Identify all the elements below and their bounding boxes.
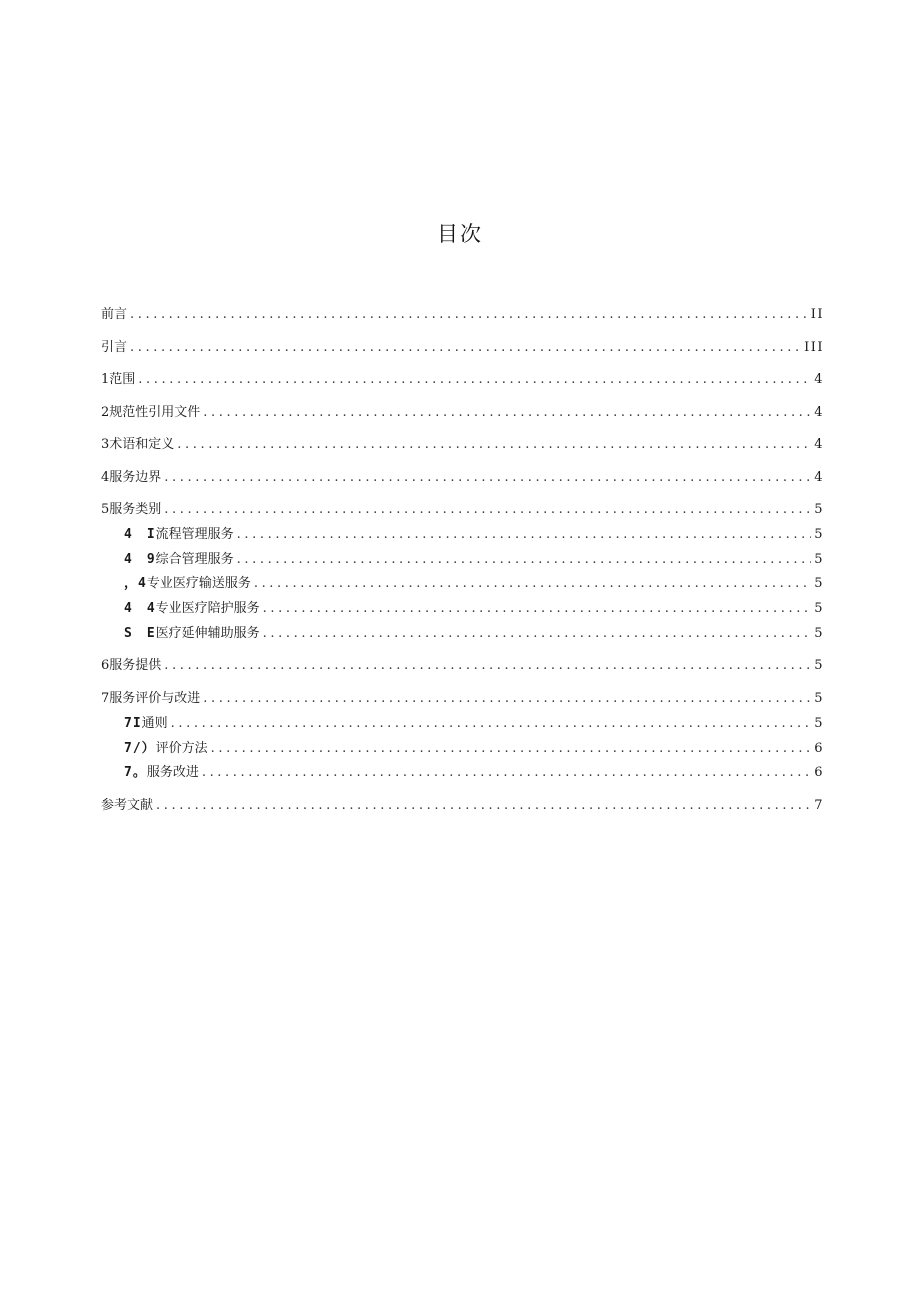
toc-page-number: II (810, 307, 824, 322)
toc-entry-title: 服务边界 (109, 469, 162, 485)
toc-leader-dots (130, 306, 808, 324)
toc-entry-number: S E (124, 625, 156, 641)
toc-subentry-integrated-management[interactable] (101, 551, 824, 569)
toc-page-number: 5 (814, 502, 824, 517)
toc-entry-number: 5 (101, 502, 110, 517)
toc-entry-title: 综合管理服务 (155, 551, 234, 567)
toc-page-number: 5 (814, 625, 824, 641)
toc-entry-title: 引言 (101, 339, 128, 355)
toc-page-number: 5 (814, 658, 824, 674)
toc-page-number: 4 (814, 469, 824, 485)
toc-entry-title: 服务提供 (109, 658, 162, 674)
toc-entry-number: 4 I (124, 526, 156, 542)
toc-page-number: 5 (814, 576, 824, 592)
toc-page-number: III (804, 339, 824, 355)
toc-leader-dots (203, 404, 811, 422)
toc-leader-dots (203, 690, 811, 708)
toc-entry-terms-definitions[interactable] (101, 436, 824, 454)
toc-page-number: 5 (814, 551, 824, 567)
toc-page-number: 4 (814, 437, 824, 452)
toc-subentry-process-management[interactable] (101, 526, 824, 544)
page-title: 目次 (437, 222, 483, 246)
toc-entry-title: 评价方法 (155, 740, 208, 756)
toc-entry-number: 7/） (124, 740, 156, 756)
toc-entry-service-categories[interactable] (101, 501, 824, 519)
toc-entry-scope[interactable] (101, 371, 824, 389)
toc-page-number: 5 (814, 715, 824, 731)
toc-entry-evaluation-improvement[interactable] (101, 690, 824, 708)
toc-leader-dots (171, 715, 812, 733)
toc-entry-title: 服务类别 (109, 502, 162, 517)
toc-entry-title: 前言 (101, 307, 128, 322)
toc-subentry-medical-escort[interactable] (101, 600, 824, 618)
toc-entry-number: 7I (124, 715, 142, 731)
toc-entry-number: 4 (101, 469, 110, 485)
toc-subentry-evaluation-method[interactable] (101, 740, 824, 758)
toc-entry-number: ，4 (124, 576, 147, 592)
toc-entry-number: 7。 (124, 765, 147, 781)
toc-page-number: 4 (814, 404, 824, 420)
table-of-contents (101, 306, 824, 815)
toc-page-number: 5 (814, 526, 824, 542)
toc-entry-title: 服务评价与改进 (109, 690, 201, 706)
toc-entry-number: 6 (101, 658, 110, 674)
toc-leader-dots (237, 526, 812, 544)
toc-leader-dots (254, 575, 811, 593)
toc-entry-number: 4 4 (124, 601, 156, 617)
toc-page-number: 4 (814, 372, 824, 387)
toc-leader-dots (138, 371, 811, 389)
toc-entry-title: 专业医疗输送服务 (146, 576, 251, 592)
toc-leader-dots (211, 740, 812, 758)
toc-leader-dots (164, 657, 811, 675)
toc-leader-dots (130, 339, 801, 357)
toc-entry-number: 7 (101, 690, 110, 706)
toc-entry-normative-references[interactable] (101, 404, 824, 422)
toc-entry-number: 3 (101, 437, 110, 452)
toc-leader-dots (202, 764, 811, 782)
toc-leader-dots (177, 436, 811, 454)
toc-entry-title: 服务改进 (146, 765, 199, 781)
toc-leader-dots (164, 501, 811, 519)
toc-page-number: 5 (814, 601, 824, 617)
toc-page-number: 6 (814, 765, 824, 781)
toc-subentry-medical-extension[interactable] (101, 625, 824, 643)
toc-entry-title: 参考文献 (101, 797, 154, 813)
toc-entry-service-provision[interactable] (101, 657, 824, 675)
toc-entry-title: 流程管理服务 (155, 526, 234, 542)
toc-entry-introduction[interactable] (101, 339, 824, 357)
toc-subentry-service-improvement[interactable] (101, 764, 824, 782)
toc-entry-title: 专业医疗陪护服务 (155, 601, 260, 617)
toc-entry-title: 规范性引用文件 (109, 404, 201, 420)
toc-entry-title: 医疗延伸辅助服务 (155, 625, 260, 641)
toc-entry-number: 1 (101, 372, 110, 387)
toc-page-number: 7 (814, 797, 824, 813)
toc-entry-title: 通则 (141, 715, 168, 731)
toc-entry-title: 术语和定义 (109, 437, 175, 452)
toc-leader-dots (164, 469, 811, 487)
toc-entry-number: 2 (101, 404, 110, 420)
toc-leader-dots (156, 797, 811, 815)
toc-leader-dots (263, 625, 812, 643)
toc-entry-foreword[interactable] (101, 306, 824, 324)
toc-entry-bibliography[interactable] (101, 797, 824, 815)
toc-page-number: 6 (814, 740, 824, 756)
toc-subentry-medical-transport[interactable] (101, 575, 824, 593)
toc-leader-dots (237, 551, 812, 569)
toc-entry-title: 范围 (109, 372, 136, 387)
toc-page-number: 5 (814, 690, 824, 706)
toc-leader-dots (263, 600, 812, 618)
toc-subentry-general[interactable] (101, 715, 824, 733)
toc-entry-number: 4 9 (124, 551, 156, 567)
toc-entry-service-boundary[interactable] (101, 469, 824, 487)
